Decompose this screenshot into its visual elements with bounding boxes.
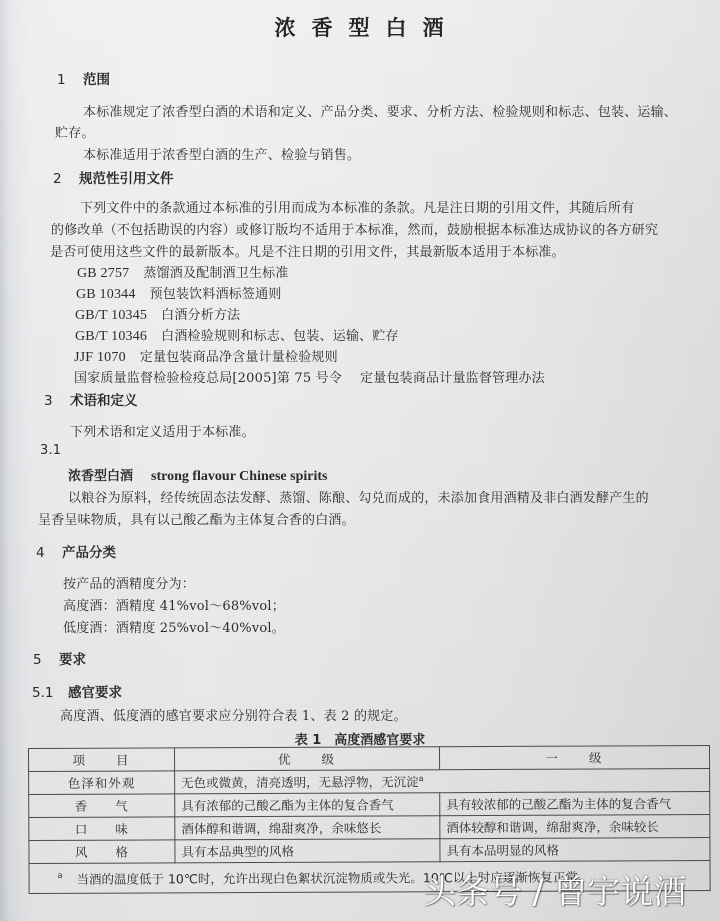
footnote-mark: a	[57, 871, 63, 881]
document-title: 浓香型白酒	[274, 16, 460, 40]
row-item: 风 格	[29, 840, 175, 864]
reference-item	[74, 367, 545, 386]
paragraph: 贮存。	[55, 126, 95, 141]
reference-item	[75, 325, 399, 345]
footnote-marker: a	[418, 774, 424, 784]
row-premium-value: 具有本品典型的风格	[175, 839, 440, 863]
reference-code: JJF 1070	[74, 350, 126, 365]
paragraph: 高度酒、低度酒的感官要求应分别符合表 1、表 2 的规定。	[60, 709, 407, 724]
term-chinese: 浓香型白酒	[68, 469, 134, 484]
definition: 呈香呈味物质，具有以己酸乙酯为主体复合香的白酒。	[38, 513, 355, 528]
reference-code: GB/T 10345	[75, 308, 148, 323]
reference-code: GB 2757	[77, 266, 130, 281]
reference-item	[75, 304, 240, 324]
reference-title: 定量包装商品净含量计量检验规则	[139, 350, 338, 365]
paragraph: 按产品的酒精度分为：	[63, 577, 196, 592]
header-first-grade: 一 级	[439, 746, 709, 770]
section-2-heading	[53, 167, 174, 187]
header-premium-grade: 优 级	[175, 747, 440, 771]
table-footnote: $^a$ 当酒的温度低于 10℃时，允许出现白色絮状沉淀物质或失光。10℃以上时应逐渐恢复正常。	[29, 861, 710, 894]
reference-code: GB/T 10346	[75, 329, 148, 344]
section-number: 1	[57, 72, 66, 88]
subsection-number: 3.1	[40, 443, 62, 458]
row-item: 色泽和外观	[29, 771, 175, 795]
paragraph: 是否可使用这些文件的最新版本。凡是不注日期的引用文件，其最新版本适用于本标准。	[50, 245, 565, 260]
paragraph: 下列术语和定义适用于本标准。	[70, 425, 255, 440]
classification-high: 高度酒：酒精度 41%vol～68%vol；	[63, 599, 285, 614]
section-title: 规范性引用文件	[79, 171, 174, 187]
table-caption: 表 1 高度酒感官要求	[294, 733, 426, 748]
row-premium-value: 酒体醇和谐调，绵甜爽净，余味悠长	[175, 816, 440, 840]
section-title: 范围	[83, 72, 110, 88]
subsection-number: 5.1	[32, 685, 54, 701]
reference-item	[74, 346, 338, 366]
reference-title: 白酒检验规则和标志、包装、运输、贮存	[161, 329, 399, 344]
paragraph: 下列文件中的条款通过本标准的引用而成为本标准的条款。凡是注日期的引用文件，其随后所有	[80, 201, 635, 216]
reference-item	[76, 283, 282, 303]
section-number: 4	[36, 545, 45, 561]
row-first-value: 具有较浓郁的己酸乙酯为主体的复合香气	[440, 792, 710, 816]
watermark: 头条号 / 曾宇说酒	[423, 872, 687, 911]
paragraph: 本标准适用于浓香型白酒的生产、检验与销售。	[83, 148, 361, 163]
paragraph: 本标准规定了浓香型白酒的术语和定义、产品分类、要求、分析方法、检验规则和标志、包装、运输、	[83, 105, 678, 120]
section-title: 要求	[59, 652, 86, 668]
subsection-title: 感官要求	[68, 685, 122, 701]
section-number: 2	[53, 171, 62, 187]
table-row	[29, 792, 710, 818]
section-title: 产品分类	[62, 545, 116, 561]
section-5-heading	[33, 648, 86, 668]
header-item: 项 目	[29, 748, 175, 772]
section-number: 3	[44, 393, 53, 409]
reference-title: 定量包装商品计量监督管理办法	[360, 371, 545, 386]
table-header-row	[29, 746, 710, 772]
row-item: 香 气	[29, 794, 175, 818]
reference-title: 预包装饮料酒标签通则	[149, 287, 282, 302]
reference-title: 蒸馏酒及配制酒卫生标准	[143, 266, 289, 281]
table-row	[29, 838, 710, 864]
row-first-value: 具有本品明显的风格	[440, 838, 710, 862]
section-1-heading	[57, 68, 110, 88]
section-4-heading	[36, 541, 116, 561]
reference-code: 国家质量监督检验检疫总局[2005]第 75 号令	[74, 371, 343, 386]
section-title: 术语和定义	[70, 393, 138, 409]
section-number: 5	[33, 652, 42, 668]
row-first-value: 酒体较醇和谐调，绵甜爽净，余味较长	[440, 815, 710, 839]
reference-code: GB 10344	[76, 287, 136, 302]
table-row	[29, 769, 710, 795]
reference-item	[77, 262, 289, 282]
section-3-heading	[44, 389, 138, 409]
paragraph: 的修改单（不包括勘误的内容）或修订版均不适用于本标准，然而，鼓励根据本标准达成协议的各方研究	[51, 223, 659, 238]
row-item: 口 味	[29, 817, 175, 841]
classification-low: 低度酒：酒精度 25%vol～40%vol。	[63, 621, 285, 636]
table-row	[29, 815, 710, 841]
row-merged-value: 无色或微黄，清亮透明，无悬浮物，无沉淀$^a$	[175, 769, 710, 794]
term-english: strong flavour Chinese spirits	[151, 469, 328, 484]
subsection-5-1-heading	[32, 681, 122, 701]
definition: 以粮谷为原料，经传统固态法发酵、蒸馏、陈酿、勾兑而成的，未添加食用酒精及非白酒发酵产生的	[68, 491, 649, 506]
reference-title: 白酒分析方法	[161, 308, 241, 323]
term-heading	[68, 465, 327, 485]
row-premium-value: 具有浓郁的己酸乙酯为主体的复合香气	[175, 793, 440, 817]
